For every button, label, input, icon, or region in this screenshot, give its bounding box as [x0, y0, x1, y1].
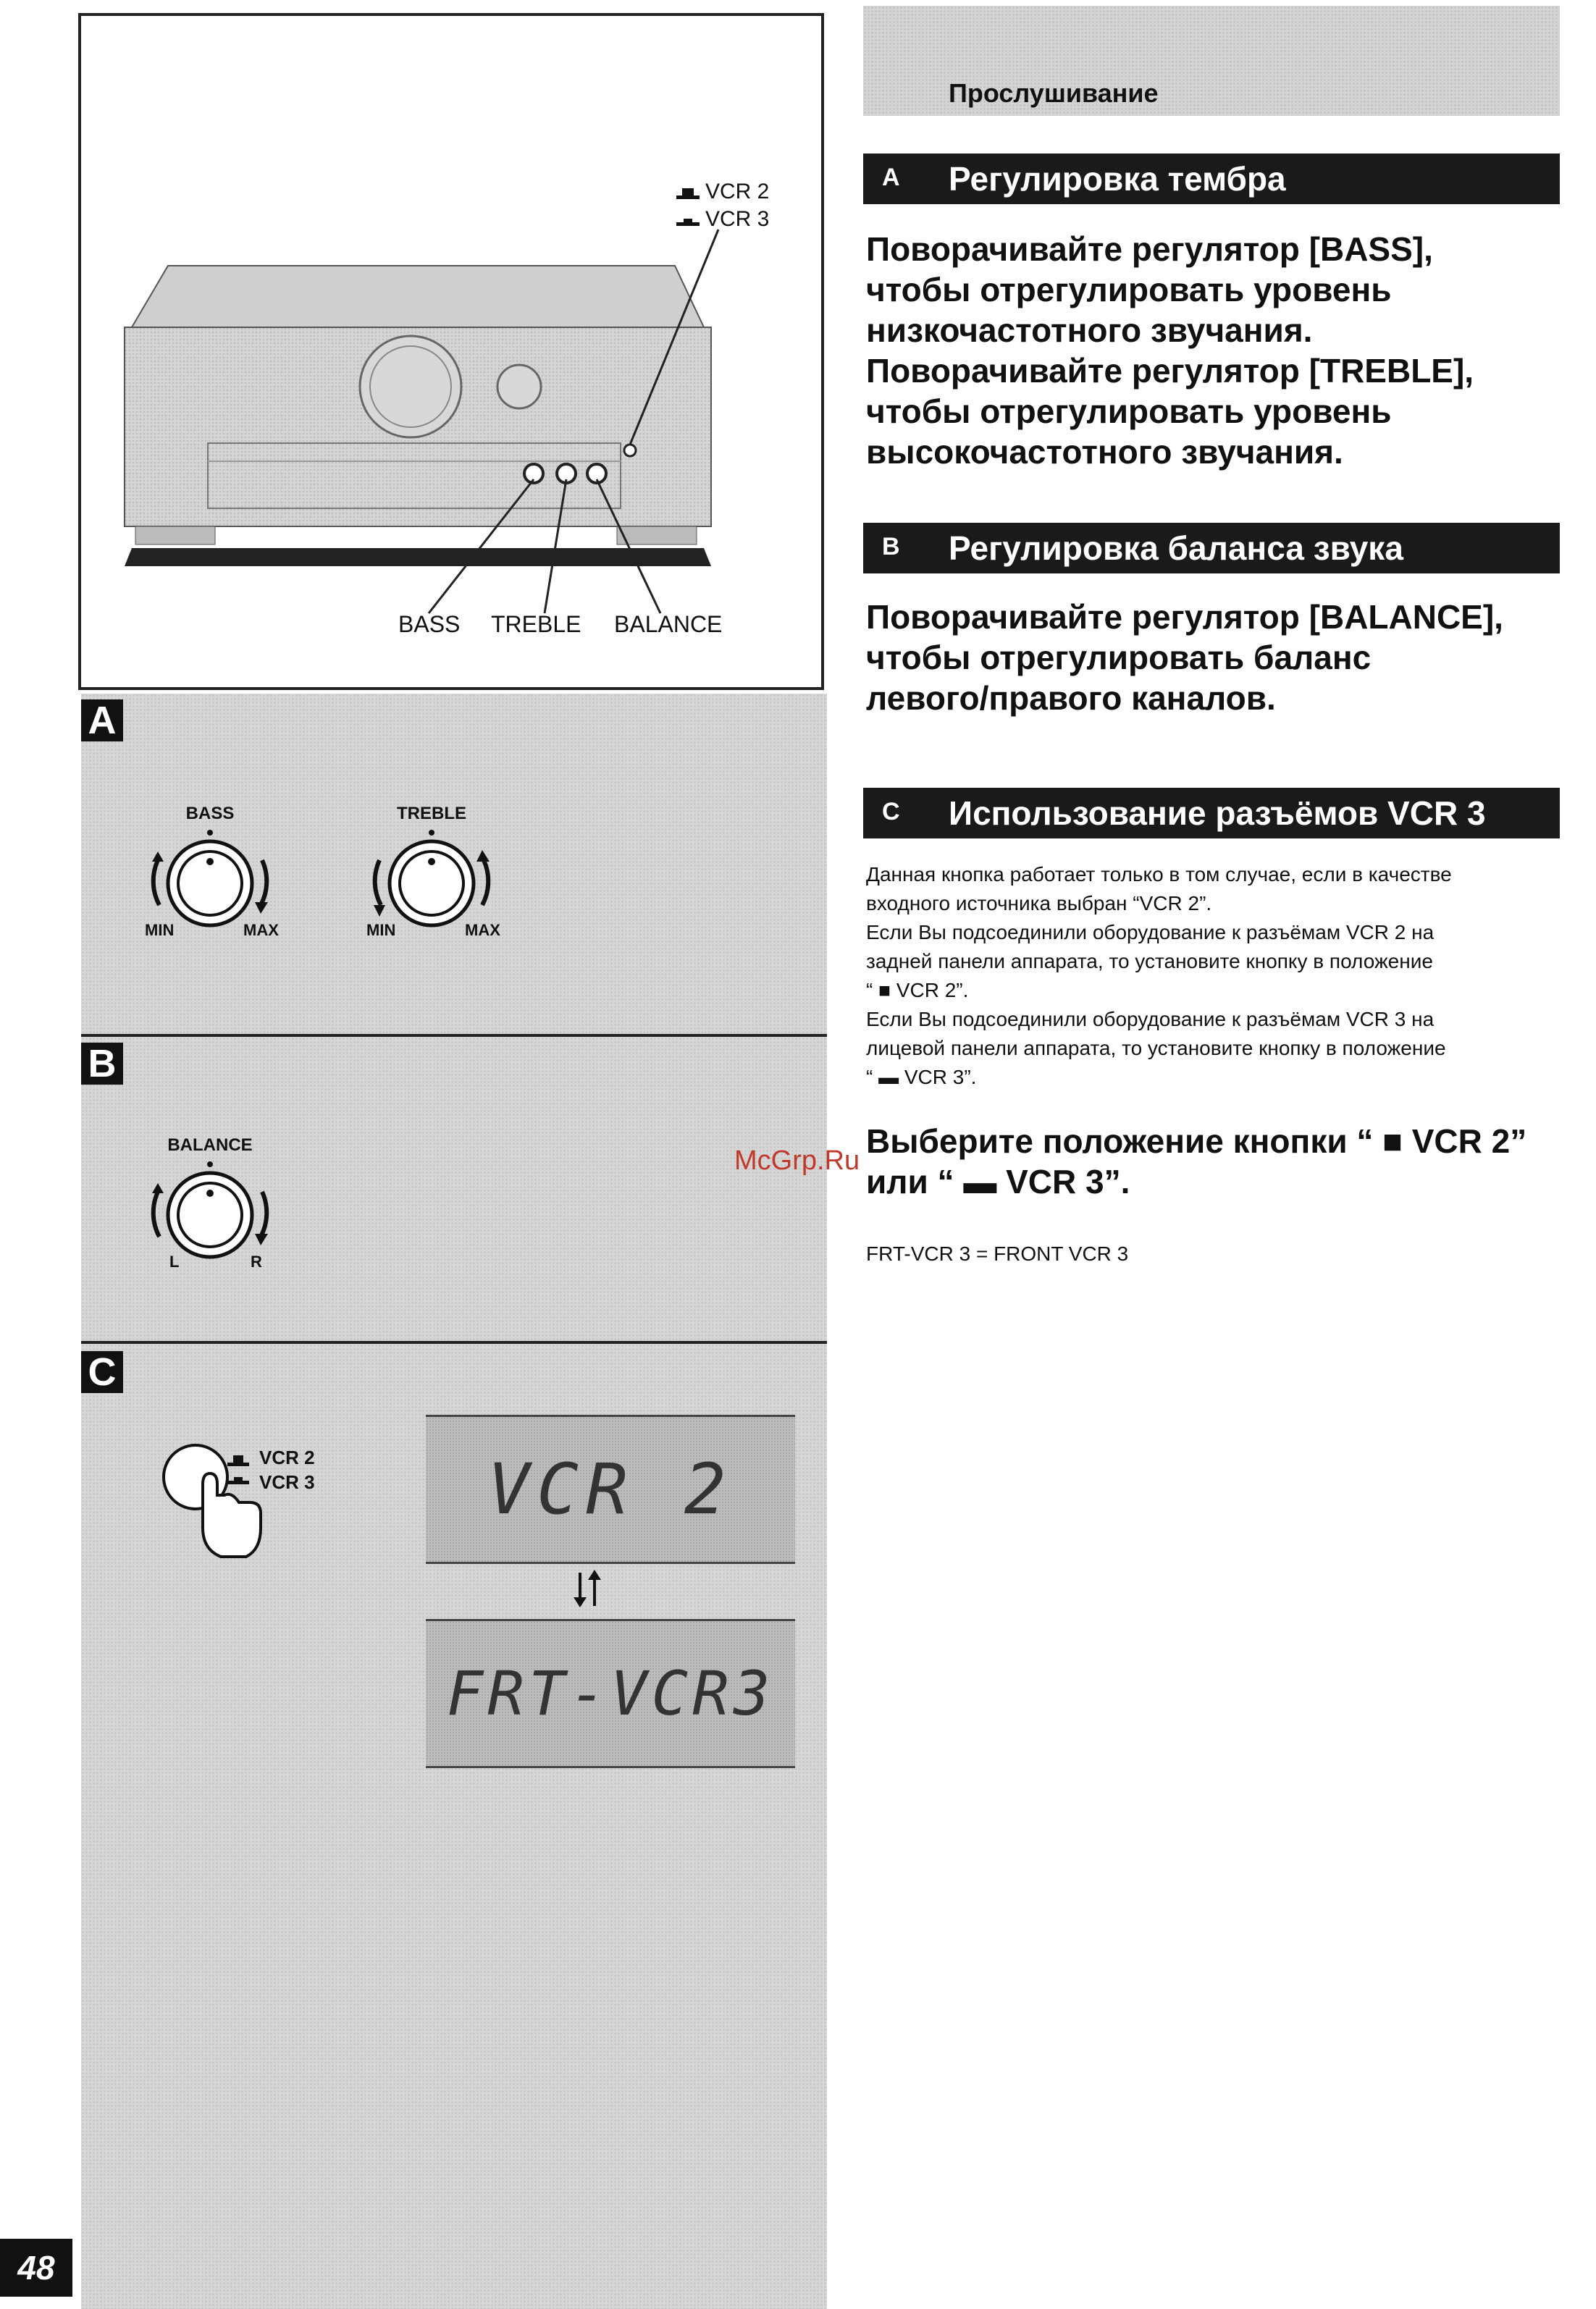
panel-a-bass-label: BASS [185, 804, 235, 823]
panel-b-balance-label: BALANCE [167, 1135, 253, 1155]
text-line: левого/правого каналов. [866, 679, 1276, 717]
section-c-heading [863, 788, 1560, 838]
vcr-switch-icons [226, 1452, 255, 1489]
text-line: высокочастотного звучания. [866, 433, 1343, 471]
lcd-text-vcr2: VCR 2 [487, 1449, 734, 1530]
receiver-drawing [81, 16, 821, 687]
finger-press-button-icon [159, 1441, 275, 1571]
text-line: “ ■ VCR 2”. [866, 979, 969, 1001]
section-b-body [866, 597, 1561, 718]
toggle-arrows-icon [569, 1568, 605, 1609]
text-line: низкочастотного звучания. [866, 311, 1313, 349]
lcd-display-frt-vcr3 [426, 1619, 795, 1768]
page-title: Прослушивание [949, 78, 1159, 108]
bass-knob-icon [152, 830, 268, 925]
panel-b-letter: B [81, 1043, 123, 1085]
text-line: Поворачивайте регулятор [TREBLE], [866, 352, 1474, 390]
treble-jack-label: TREBLE [491, 611, 581, 637]
section-a-letter: A [882, 164, 900, 191]
section-a-body [866, 229, 1561, 472]
panel-a-letter: A [81, 699, 123, 741]
vcr3-switch-icon [676, 219, 700, 226]
text-line: Поворачивайте регулятор [BALANCE], [866, 598, 1503, 636]
text-line: “ ▬ VCR 3”. [866, 1066, 977, 1088]
section-b-title: Регулировка баланса звука [949, 529, 1403, 567]
text-line: лицевой панели аппарата, то установите кнопку в положение [866, 1037, 1446, 1059]
text-line: входного источника выбран “VCR 2”. [866, 892, 1212, 914]
bass-min-label: MIN [145, 921, 175, 939]
lcd-text-frt-vcr3: FRT-VCR3 [446, 1658, 775, 1729]
panel-c-vcr2-label: VCR 2 [259, 1447, 315, 1468]
balance-left-label: L [169, 1253, 180, 1271]
text-line: чтобы отрегулировать баланс [866, 639, 1372, 676]
panel-c-letter: C [81, 1351, 123, 1393]
vcr2-switch-icon [676, 188, 700, 199]
section-c-title: Использование разъёмов VCR 3 [949, 794, 1486, 832]
section-b-heading [863, 523, 1560, 573]
text-line: задней панели аппарата, то установите кнопку в положение [866, 950, 1433, 972]
text-line: Выберите положение кнопки “ ■ VCR 2” [866, 1122, 1527, 1160]
bass-max-label: MAX [243, 921, 279, 939]
text-line: чтобы отрегулировать уровень [866, 392, 1392, 430]
section-a-heading [863, 153, 1560, 204]
section-c-letter: C [882, 798, 900, 825]
balance-knob-icon [130, 1157, 304, 1287]
text-line: Если Вы подсоединили оборудование к разъёмам VCR 2 на [866, 921, 1435, 943]
panel-a-treble-label: TREBLE [397, 804, 466, 823]
receiver-illustration [78, 13, 824, 690]
treble-min-label: MIN [366, 921, 396, 939]
text-line: Данная кнопка работает только в том случае, если в качестве [866, 863, 1452, 886]
section-a-title: Регулировка тембра [949, 160, 1286, 198]
section-b-letter: B [882, 533, 900, 560]
text-line: Если Вы подсоединили оборудование к разъёмам VCR 3 на [866, 1008, 1435, 1030]
vcr2-label: VCR 2 [705, 180, 770, 203]
section-c-description [866, 860, 1561, 1092]
section-c-instruction [866, 1121, 1561, 1202]
panel-c-vcr3-label: VCR 3 [259, 1471, 315, 1493]
text-line: Поворачивайте регулятор [BASS], [866, 230, 1433, 268]
balance-right-label: R [251, 1253, 262, 1271]
balance-jack-label: BALANCE [614, 611, 723, 637]
vcr3-label: VCR 3 [705, 207, 770, 231]
text-line: или “ ▬ VCR 3”. [866, 1163, 1130, 1200]
page-number: 48 [0, 2239, 72, 2297]
watermark: McGrp.Ru [734, 1145, 860, 1176]
treble-knob-icon [374, 830, 490, 925]
bass-jack-label: BASS [398, 611, 461, 637]
section-c-note: FRT-VCR 3 = FRONT VCR 3 [866, 1242, 1129, 1265]
treble-max-label: MAX [465, 921, 500, 939]
text-line: чтобы отрегулировать уровень [866, 271, 1392, 308]
lcd-display-vcr2 [426, 1415, 795, 1564]
